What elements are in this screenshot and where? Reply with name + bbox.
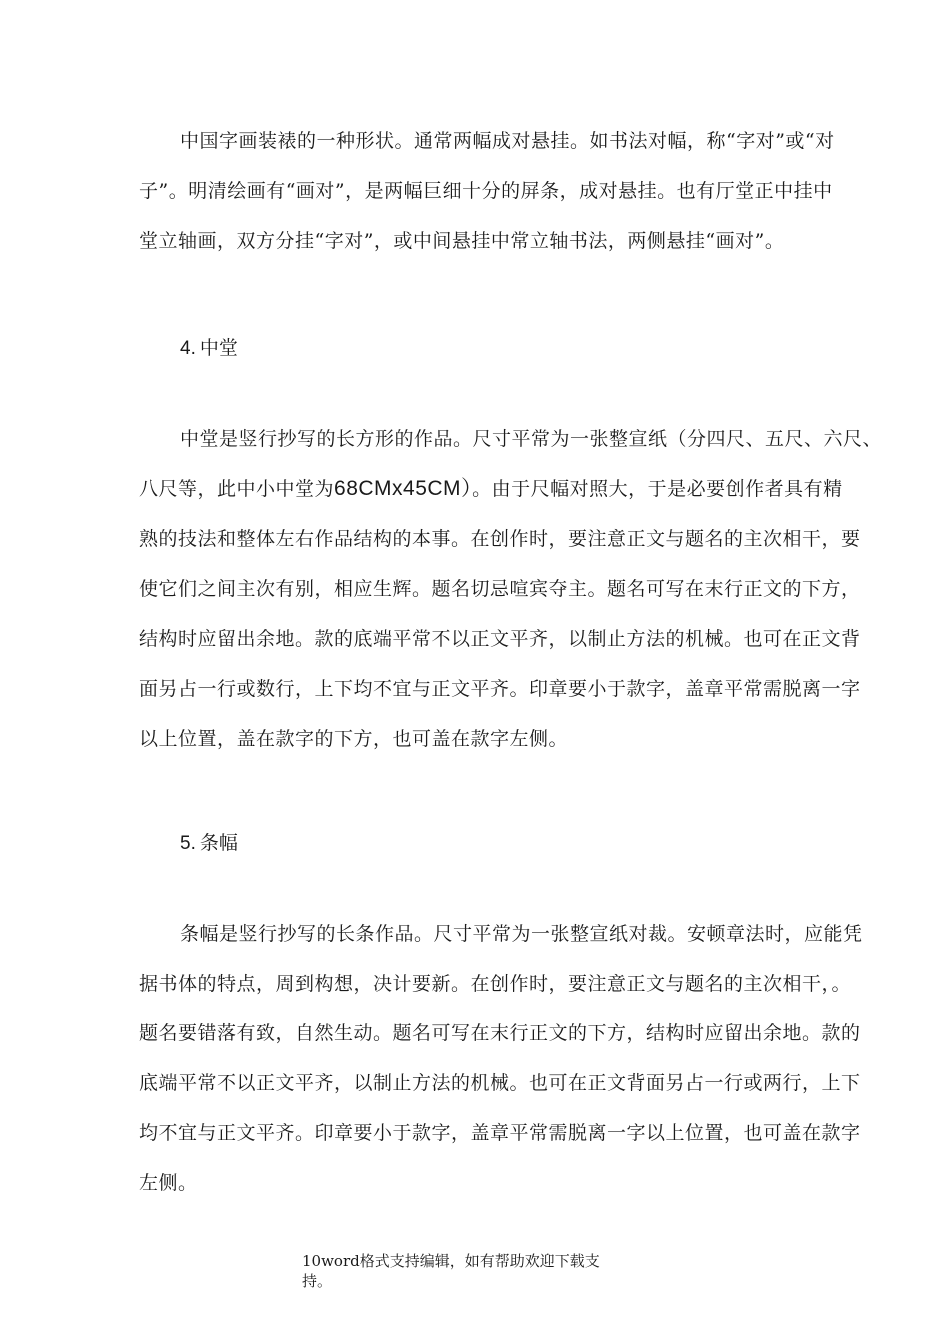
text-segment: 八尺等，此中小中堂为 (139, 478, 335, 500)
paragraph-line: 均不宜与正文平齐。印章要小于款字，盖章平常需脱离一字以上位置，也可盖在款字 (139, 1122, 861, 1144)
paragraph-line: 以上位置，盖在款字的下方，也可盖在款字左侧。 (139, 728, 569, 750)
paragraph-line (139, 476, 843, 502)
section-number: 5. (180, 833, 196, 854)
section-heading-4 (180, 335, 238, 362)
footer-note-line: 持。 (302, 1272, 333, 1290)
paragraph-line: 底端平常不以正文平齐，以制止方法的机械。也可在正文背面另占一行或两行，上下 (139, 1072, 861, 1094)
footer-note-line: 10word格式支持编辑，如有帮助欢迎下载支 (302, 1252, 600, 1270)
paragraph-line: 左侧。 (139, 1172, 198, 1194)
paragraph-line: 中国字画装裱的一种形状。通常两幅成对悬挂。如书法对幅，称“字对”或“对 (180, 130, 835, 152)
paragraph-line: 据书体的特点，周到构想，决计要新。在创作时，要注意正文与题名的主次相干，。 (139, 973, 852, 995)
section-title: 条幅 (199, 832, 238, 854)
paragraph-line: 熟的技法和整体左右作品结构的本事。在创作时，要注意正文与题名的主次相干，要 (139, 528, 861, 550)
paragraph-line: 使它们之间主次有别，相应生辉。题名切忌喧宾夺主。题名可写在末行正文的下方， (139, 578, 861, 600)
paragraph-line: 条幅是竖行抄写的长条作品。尺寸平常为一张整宣纸对裁。安顿章法时，应能凭 (180, 923, 863, 945)
paragraph-line: 题名要错落有致，自然生动。题名可写在末行正文的下方，结构时应留出余地。款的 (139, 1022, 861, 1044)
size-value: 68CMx45CM） (334, 477, 473, 500)
text-segment: 。由于尺幅对照大，于是必要创作者具有精 (472, 478, 843, 500)
paragraph-line: 中堂是竖行抄写的长方形的作品。尺寸平常为一张整宣纸（分四尺、五尺、六尺、 (180, 428, 883, 450)
paragraph-line: 堂立轴画，双方分挂“字对”，或中间悬挂中常立轴书法，两侧悬挂“画对”。 (139, 230, 785, 252)
paragraph-line: 面另占一行或数行，上下均不宜与正文平齐。印章要小于款字，盖章平常需脱离一字 (139, 678, 861, 700)
section-title: 中堂 (199, 337, 238, 359)
section-heading-5 (180, 830, 238, 857)
section-number: 4. (180, 338, 196, 359)
paragraph-line: 子”。明清绘画有“画对”，是两幅巨细十分的屏条，成对悬挂。也有厅堂正中挂中 (139, 180, 833, 202)
paragraph-line: 结构时应留出余地。款的底端平常不以正文平齐，以制止方法的机械。也可在正文背 (139, 628, 861, 650)
